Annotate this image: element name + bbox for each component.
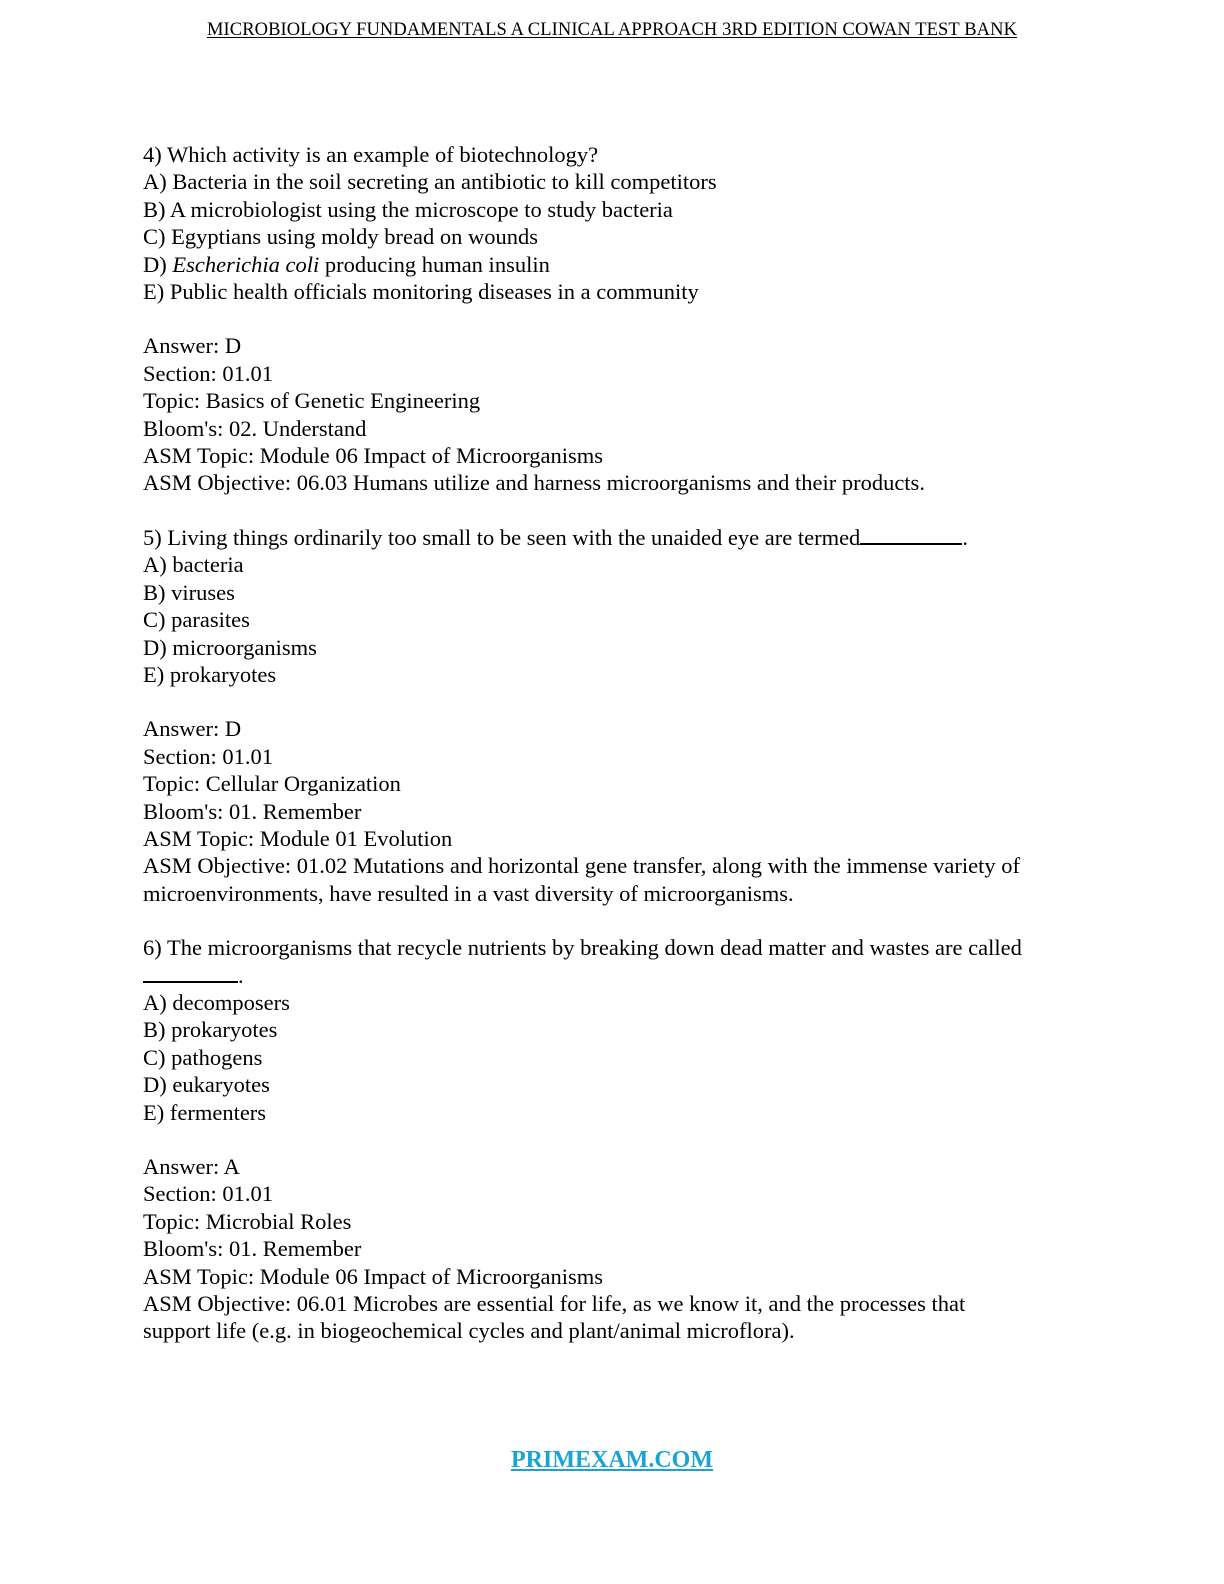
answer: Answer: D bbox=[143, 333, 242, 359]
option-c: C) pathogens bbox=[143, 1044, 263, 1070]
asm-topic: ASM Topic: Module 01 Evolution bbox=[143, 825, 453, 851]
footer-link[interactable]: PRIMEXAM.COM bbox=[511, 1447, 713, 1473]
option-d: D) eukaryotes bbox=[143, 1072, 270, 1098]
section: Section: 01.01 bbox=[143, 1181, 273, 1207]
topic: Topic: Cellular Organization bbox=[143, 771, 401, 797]
option-d-prefix: D) bbox=[143, 251, 173, 277]
section: Section: 01.01 bbox=[143, 360, 273, 386]
answer: Answer: A bbox=[143, 1154, 240, 1179]
question-block bbox=[143, 524, 1093, 907]
option-e: E) Public health officials monitoring diseases in a community bbox=[143, 279, 699, 305]
asm-topic: ASM Topic: Module 06 Impact of Microorganisms bbox=[143, 443, 604, 469]
answer-blank bbox=[860, 525, 962, 545]
header-title: MICROBIOLOGY FUNDAMENTALS A CLINICAL APPROACH 3RD EDITION COWAN TEST BANK bbox=[206, 20, 1018, 40]
document-body bbox=[143, 141, 1093, 1345]
asm-objective: ASM Objective: 06.03 Humans utilize and harness microorganisms and their products. bbox=[143, 470, 925, 496]
option-d-italic: Escherichia coli bbox=[172, 251, 320, 277]
option-b: B) prokaryotes bbox=[143, 1017, 278, 1043]
question-blank-line bbox=[143, 962, 1093, 989]
blooms: Bloom's: 02. Understand bbox=[143, 415, 367, 441]
answer-blank bbox=[143, 967, 238, 983]
asm-objective-line-1: ASM Objective: 01.02 Mutations and horizontal gene transfer, along with the immense variety of bbox=[143, 853, 1021, 879]
blooms: Bloom's: 01. Remember bbox=[143, 1236, 362, 1262]
question-text: 4) Which activity is an example of biotechnology? bbox=[143, 142, 599, 167]
topic: Topic: Microbial Roles bbox=[143, 1208, 352, 1234]
asm-objective-line-1: ASM Objective: 06.01 Microbes are essential for life, as we know it, and the processes that bbox=[143, 1291, 966, 1317]
option-b: B) A microbiologist using the microscope to study bacteria bbox=[143, 196, 673, 222]
page-footer bbox=[0, 1447, 1224, 1474]
option-e: E) fermenters bbox=[143, 1099, 267, 1125]
asm-objective-line-2: support life (e.g. in biogeochemical cycles and plant/animal microflora). bbox=[143, 1318, 795, 1344]
option-a: A) decomposers bbox=[143, 989, 290, 1015]
option-e: E) prokaryotes bbox=[143, 661, 277, 687]
blooms: Bloom's: 01. Remember bbox=[143, 798, 362, 824]
topic: Topic: Basics of Genetic Engineering bbox=[143, 388, 481, 414]
option-d: D) microorganisms bbox=[143, 634, 317, 660]
answer: Answer: D bbox=[143, 716, 242, 742]
option-c: C) parasites bbox=[143, 607, 250, 633]
question-text: 6) The microorganisms that recycle nutrients by breaking down dead matter and wastes are called bbox=[143, 935, 1022, 961]
section: Section: 01.01 bbox=[143, 743, 273, 769]
asm-objective-line-2: microenvironments, have resulted in a vast diversity of microorganisms. bbox=[143, 880, 794, 906]
page-header bbox=[0, 20, 1224, 41]
option-b: B) viruses bbox=[143, 579, 235, 605]
option-d bbox=[143, 251, 1093, 278]
option-a: A) bacteria bbox=[143, 552, 244, 578]
asm-topic: ASM Topic: Module 06 Impact of Microorganisms bbox=[143, 1263, 604, 1289]
question-text bbox=[143, 524, 1093, 551]
question-end: . bbox=[962, 524, 968, 550]
question-stem: 5) Living things ordinarily too small to be seen with the unaided eye are termed bbox=[143, 524, 861, 550]
option-a: A) Bacteria in the soil secreting an antibiotic to kill competitors bbox=[143, 169, 717, 195]
question-block bbox=[143, 141, 1093, 497]
option-d-rest: producing human insulin bbox=[319, 251, 550, 277]
option-c: C) Egyptians using moldy bread on wounds bbox=[143, 224, 538, 250]
question-end: . bbox=[238, 962, 244, 988]
question-block bbox=[143, 934, 1093, 1345]
